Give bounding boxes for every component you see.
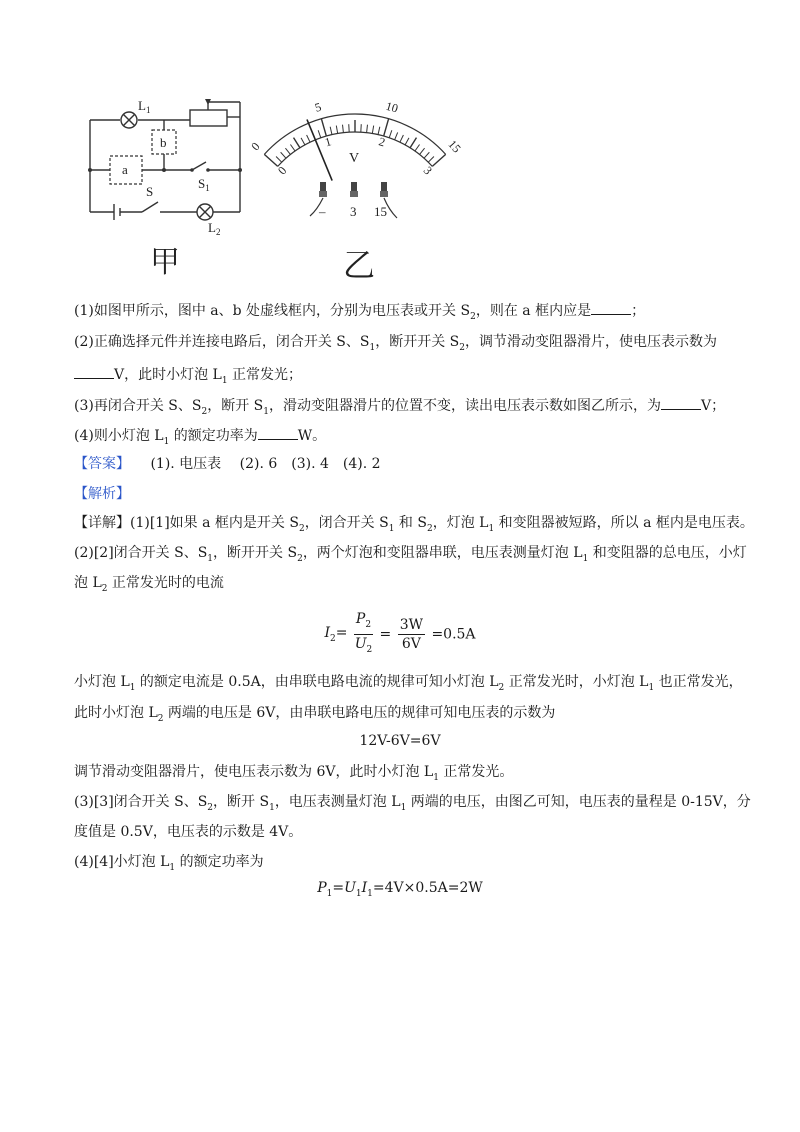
dial-tick (410, 138, 416, 148)
label-b: b (160, 135, 167, 150)
dial-tick (264, 154, 277, 166)
dial-tick (285, 148, 290, 154)
dial-tick (294, 138, 300, 148)
dial-tick (336, 126, 337, 134)
analysis-p2b: 泡 $L_2$ 正常发光时的电流 (74, 575, 224, 594)
voltmeter-unit: V (349, 151, 360, 166)
question-1: (1)如图甲所示，图中 a、b 处虚线框内，分别为电压表或开关 $S_2$，则在 a 框内应是 ； (74, 300, 645, 327)
dial-tick (378, 127, 380, 135)
terminal-15: 15 (374, 204, 387, 219)
label-s: S (146, 184, 154, 199)
analysis-p4: 调节滑动变阻器滑片，使电压表示数为 6V，此时小灯泡 $L_1$ 正常发光。 (74, 764, 514, 783)
answer-text: (1). 电压表 (2). 6 (3). 4 (4). 2 (150, 456, 381, 472)
dial-tick (424, 152, 429, 158)
analysis-p6: (4)[4]小灯泡 $L_1$ 的额定功率为 (74, 854, 264, 873)
analysis-p5b: 度值是 0.5V，电压表的示数是 4V。 (74, 824, 303, 840)
dial-label-bottom: 0 (274, 163, 290, 178)
dial-tick (372, 126, 373, 134)
circuit-diagram-jia (80, 92, 255, 282)
equation-power: $P_1=U_1I_1=4V\times 0.5A=2W$ (317, 880, 483, 899)
analysis-p3a: 小灯泡 $L_1$ 的额定电流是 0.5A，由串联电路电流的规律可知小灯泡 $L_2$ 正常发光时，小灯泡 $L_1$ 也正常发光， (74, 674, 743, 693)
blank-4 (258, 425, 298, 440)
blank-3 (661, 395, 701, 410)
dial-tick (330, 127, 332, 135)
dial-tick (367, 125, 368, 133)
dial-label-top: 0 (248, 139, 263, 154)
dial-tick (307, 135, 310, 142)
dial-tick (432, 154, 445, 166)
analysis-p2a: (2)[2]闭合开关 S、$S_1$，断开开关 $S_2$，两个灯泡和变阻器串联，电压表测量灯泡 $L_1$ 和变阻器的总电压，小灯 (74, 545, 747, 564)
label-l1: $L_1$ (138, 98, 151, 115)
terminal-3: 3 (350, 204, 357, 219)
blank-1 (591, 300, 631, 315)
answer-tag: 【答案】 (74, 456, 130, 472)
equation-current: $I_2=$ $\frac{P_2}{U_2}$ = $\frac{3W}{6V}$ =0.5A (324, 611, 476, 655)
label-s1: $S_1$ (198, 176, 210, 193)
analysis-p1: 【详解】(1)[1]如果 a 框内是开关 $S_2$，闭合开关 $S_1$ 和 $S_2$，灯泡 $L_1$ 和变阻器被短路，所以 a 框内是电压表。 (74, 515, 754, 534)
dial-label-top: 5 (313, 99, 323, 115)
detail-tag: 【详解】 (74, 515, 130, 531)
analysis-tag-line (74, 484, 130, 504)
dial-tick (290, 144, 295, 151)
dial-tick (400, 135, 403, 142)
label-l2: $L_2$ (208, 220, 221, 237)
question-2-cont: V，此时小灯泡 $L_1$ 正常发光； (74, 364, 302, 391)
caption-yi: 乙 (343, 246, 376, 284)
dial-tick (301, 138, 305, 145)
dial-tick (281, 152, 286, 158)
dial-label-bottom: 3 (420, 163, 436, 178)
needle-line (307, 120, 332, 181)
analysis-p3b: 此时小灯泡 $L_2$ 两端的电压是 6V，由串联电路电压的规律可知电压表的示数为 (74, 705, 556, 724)
dial-tick (343, 125, 344, 133)
answer-line (74, 454, 381, 474)
analysis-p5a: (3)[3]闭合开关 S、$S_2$，断开 $S_1$，电压表测量灯泡 $L_1$ 两端的电压，由图乙可知，电压表的量程是 0-15V，分 (74, 794, 751, 813)
dial-label-bottom: 1 (323, 134, 333, 150)
dial-label-bottom: 2 (377, 134, 387, 150)
dial-label-top: 10 (384, 98, 400, 116)
voltmeter-diagram-yi (248, 86, 464, 286)
dial-tick (276, 157, 282, 163)
dial-tick (384, 119, 389, 136)
dial-tick (405, 138, 409, 145)
blank-2 (74, 364, 114, 379)
dial-tick (428, 157, 434, 163)
question-3: (3)再闭合开关 S、$S_2$，断开 $S_1$，滑动变阻器滑片的位置不变，读出电压表示数如图乙所示，为 V； (74, 395, 725, 422)
dial-tick (318, 130, 321, 138)
dial-tick (321, 119, 326, 136)
dial-tick (420, 148, 425, 154)
label-a: a (122, 162, 128, 177)
dial-tick (395, 132, 398, 139)
dial-label-top: 15 (445, 137, 464, 156)
dial-tick (389, 130, 392, 138)
question-4: (4)则小灯泡 $L_1$ 的额定功率为 W。 (74, 425, 326, 452)
equation-voltage: 12V-6V=6V (359, 733, 441, 749)
analysis-tag: 【解析】 (74, 486, 130, 502)
voltmeter-needle (307, 120, 332, 181)
dial-tick (415, 144, 420, 151)
question-2: (2)正确选择元件并连接电路后，闭合开关 S、$S_1$，断开开关 $S_2$，调节滑动变阻器滑片，使电压表示数为 (74, 334, 717, 353)
caption-jia: 甲 (150, 246, 180, 279)
terminal-negative: – (319, 204, 326, 219)
